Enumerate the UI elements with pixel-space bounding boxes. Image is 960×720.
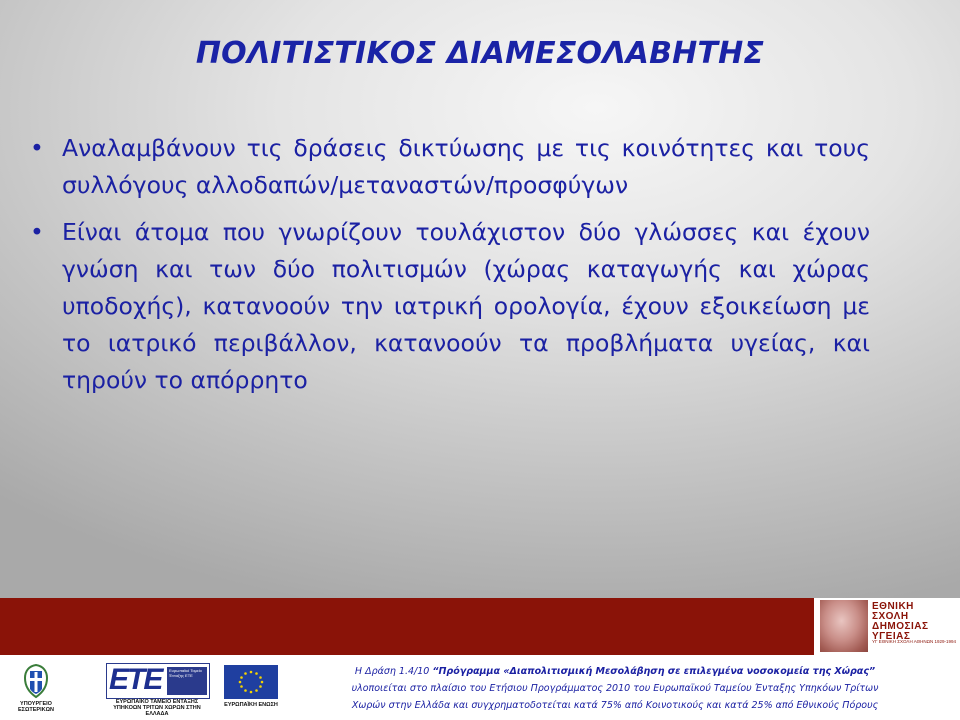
funding-line-1: Η Δράση 1.4/10 “Πρόγραμμα «Διαπολιτισμική Μεσολάβηση σε επιλεγμένα νοσοκομεία της Χώρας” (354, 666, 876, 677)
ete-logo-box (106, 663, 210, 699)
school-name: ΕΘΝΙΚΗ ΣΧΟΛΗ ΔΗΜΟΣΙΑΣ ΥΓΕΙΑΣ (872, 601, 929, 642)
ministry-caption: ΥΠΟΥΡΓΕΙΟ ΕΣΩΤΕΡΙΚΩΝ (18, 701, 54, 713)
statue-image (820, 600, 868, 652)
bullet-dot: • (30, 134, 44, 162)
funding-line-3: Χωρών στην Ελλάδα και συγχρηματοδοτείται κατά 75% από Κοινοτικούς και κατά 25% από Εθνικούς Πόρους (351, 700, 879, 711)
footer (0, 655, 960, 720)
ministry-logo (4, 661, 68, 719)
ete-caption: ΕΥΡΩΠΑΪΚΟ ΤΑΜΕΙΟ ΕΝΤΑΞΗΣ ΥΠΗΚΟΩΝ ΤΡΙΤΩΝ ΧΩΡΩΝ ΣΤΗΝ ΕΛΛΑΔΑ (113, 699, 201, 717)
funding-notice (300, 663, 930, 714)
eu-flag-icon (224, 665, 278, 699)
school-logo (814, 598, 960, 655)
bullet-item (30, 130, 870, 204)
bullet-item (30, 214, 870, 399)
greek-emblem-icon (20, 663, 52, 699)
bullet-dot: • (30, 218, 44, 246)
funding-line-2: υλοποιείται στο πλαίσιο του Ετήσιου Προγράμματος 2010 του Ευρωπαϊκού Ταμείου Ένταξης Υπηκόων Τρίτων (351, 683, 879, 694)
eu-logo (218, 661, 284, 719)
bullet-text: Είναι άτομα που γνωρίζουν τουλάχιστον δύο γλώσσες και έχουν γνώση και των δύο πολιτισμών (χώρας καταγωγής και χώρας υποδοχής), κατανοούν την ιατρική ορολογία, έχουν εξοικείωση με το ιατρικό περιβάλλον, κατανοούν τα προβλήματα υγείας, και τηρούν το απόρρητο (62, 218, 870, 394)
bullet-text: Αναλαμβάνουν τις δράσεις δικτύωσης με τις κοινότητες και τους συλλόγους αλλοδαπών/μεταναστών/προσφύγων (62, 134, 870, 199)
ete-side-box: Ευρωπαϊκό Ταμείο Ένταξης ΕΤΕ (167, 667, 207, 695)
ete-logo-text: ΕΤΕ (109, 663, 162, 696)
eu-caption: ΕΥΡΩΠΑΪΚΗ ΕΝΩΣΗ (224, 702, 278, 708)
slide-title: ΠΟΛΙΤΙΣΤΙΚΟΣ ΔΙΑΜΕΣΟΛΑΒΗΤΗΣ (195, 36, 765, 71)
bullet-list (30, 130, 870, 409)
school-subtitle: ΥΓ ΕΘΝΙΚΗ ΣΧΟΛΗ ΑΘΗΝΩΝ 1929-1994 (872, 639, 956, 644)
ete-logo (102, 661, 212, 719)
